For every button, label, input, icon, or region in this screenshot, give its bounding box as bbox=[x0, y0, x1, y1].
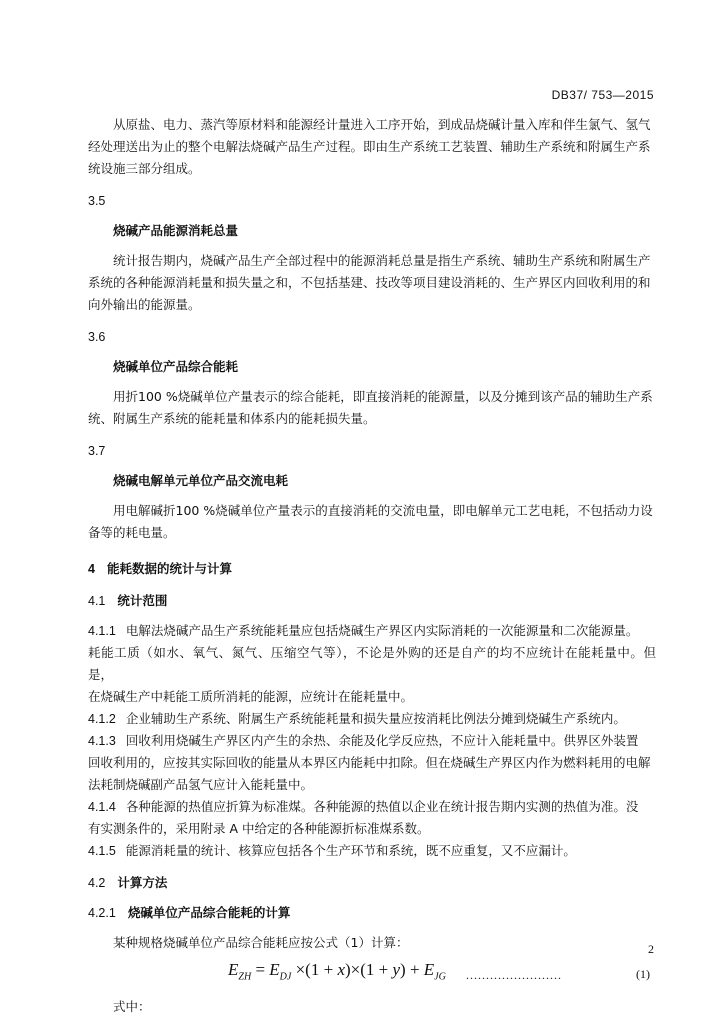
clause-4-1-4-line-1 bbox=[88, 796, 656, 818]
document-code: DB37/ 753—2015 bbox=[551, 88, 654, 102]
section-3-5-term: 烧碱产品能源消耗总量 bbox=[113, 223, 239, 238]
section-4-1-number: 4.1 bbox=[88, 594, 106, 608]
clause-4-1-1-line-3: 在烧碱生产中耗能工质所消耗的能源，应统计在能耗量中。 bbox=[88, 689, 414, 704]
intro-line-1: 从原盐、电力、蒸汽等原材料和能源经计量进入工序开始，到成品烧碱计量入库和伴生氯气、氢气 bbox=[113, 117, 651, 132]
formula-equals: = bbox=[251, 960, 270, 979]
document-body bbox=[88, 114, 656, 1018]
clause-4-1-1-text: 电解法烧碱产品生产系统能耗量应包括烧碱生产界区内实际消耗的一次能源量和二次能源量。 bbox=[125, 623, 639, 638]
clause-4-1-2-number: 4.1.2 bbox=[88, 712, 116, 726]
section-3-5-line-2: 系统的各种能源消耗量和损失量之和，不包括基建、技改等项目建设消耗的、生产界区内回收利用的和 bbox=[88, 275, 651, 290]
section-3-5-line-1: 统计报告期内，烧碱产品生产全部过程中的能源消耗总量是指生产系统、辅助生产系统和附属生产 bbox=[113, 253, 651, 268]
chapter-4-title: 能耗数据的统计与计算 bbox=[106, 561, 232, 576]
section-4-2-1-title: 烧碱单位产品综合能耗的计算 bbox=[127, 905, 291, 920]
clause-4-1-3-line-2: 回收利用的，应按其实际回收的能量从本界区内能耗中扣除。但在烧碱生产界区内作为燃料耗用的电解 bbox=[88, 755, 651, 770]
clause-4-1-5-line-1 bbox=[88, 840, 656, 862]
formula-subscript-dj: DJ bbox=[279, 971, 292, 983]
section-4-2-1-heading bbox=[88, 902, 656, 924]
section-3-7-line-2: 备等的耗电量。 bbox=[88, 525, 176, 540]
section-3-6-line-1: 用折100 %烧碱单位产量表示的综合能耗，即直接消耗的能源量，以及分摊到该产品的辅助生产系 bbox=[113, 389, 653, 404]
section-3-6-term: 烧碱单位产品综合能耗 bbox=[113, 359, 239, 374]
formula-plus: ) + bbox=[400, 960, 424, 979]
intro-line-3: 统设施三部分组成。 bbox=[88, 161, 201, 176]
section-3-7-number: 3.7 bbox=[88, 444, 106, 458]
section-4-1-heading bbox=[88, 590, 656, 612]
section-4-2-heading bbox=[88, 872, 656, 894]
chapter-4-heading bbox=[88, 558, 656, 580]
clause-4-1-2-line-1 bbox=[88, 708, 656, 730]
where-label: 式中： bbox=[113, 999, 151, 1014]
clause-4-1-5-text: 能源消耗量的统计、核算应包括各个生产环节和系统，既不应重复，又不应漏计。 bbox=[125, 843, 576, 858]
intro-line-2: 经处理送出为止的整个电解法烧碱产品生产过程。即由生产系统工艺装置、辅助生产系统和附属生产系 bbox=[88, 139, 651, 154]
clause-4-1-5-number: 4.1.5 bbox=[88, 844, 116, 858]
formula-expression bbox=[228, 960, 446, 982]
clause-4-1-3-number: 4.1.3 bbox=[88, 734, 116, 748]
clause-4-1-1-line-1 bbox=[88, 620, 656, 642]
section-3-7-line-1: 用电解碱折100 %烧碱单位产量表示的直接消耗的交流电量，即电解单元工艺电耗，不包括动力设 bbox=[113, 503, 653, 518]
formula-factor-2: )×(1 + bbox=[344, 960, 393, 979]
section-3-6-number: 3.6 bbox=[88, 330, 106, 344]
section-3-6-line-2: 统、附属生产系统的能耗量和体系内的能耗损失量。 bbox=[88, 411, 376, 426]
clause-4-1-3-line-1 bbox=[88, 730, 656, 752]
section-4-2-1-number: 4.2.1 bbox=[88, 906, 116, 920]
clause-4-1-4-text: 各种能源的热值应折算为标准煤。各种能源的热值以企业在统计报告期内实测的热值为准。没 bbox=[125, 799, 639, 814]
formula-number: (1) bbox=[636, 967, 650, 981]
formula-subscript-zh: ZH bbox=[238, 971, 252, 983]
clause-4-1-1-line-2: 耗能工质（如水、氧气、氮气、压缩空气等），不论是外购的还是自产的均不应统计在能耗量中。但是， bbox=[88, 645, 656, 682]
section-4-1-title: 统计范围 bbox=[117, 593, 168, 608]
formula-symbol-e-3: E bbox=[423, 960, 435, 979]
clause-4-1-1-number: 4.1.1 bbox=[88, 624, 116, 638]
section-3-5-line-3: 向外输出的能源量。 bbox=[88, 297, 201, 312]
formula-variable-y: y bbox=[392, 960, 401, 979]
formula-leader-dots: ........................ bbox=[466, 968, 562, 982]
formula-symbol-e: E bbox=[228, 960, 239, 979]
formula-subscript-jg: JG bbox=[434, 971, 446, 983]
formula-1 bbox=[88, 958, 656, 988]
formula-intro: 某种规格烧碱单位产品综合能耗应按公式（1）计算： bbox=[113, 935, 409, 950]
clause-4-1-3-line-3: 法耗制烧碱副产品氢气应计入能耗量中。 bbox=[88, 777, 314, 792]
formula-symbol-e-2: E bbox=[269, 960, 280, 979]
clause-4-1-4-line-2: 有实测条件的，采用附录 A 中给定的各种能源折标准煤系数。 bbox=[88, 821, 430, 836]
clause-4-1-3-text: 回收利用烧碱生产界区内产生的余热、余能及化学反应热，不应计入能耗量中。供界区外装置 bbox=[125, 733, 639, 748]
section-3-5-number: 3.5 bbox=[88, 194, 106, 208]
formula-variable-x: x bbox=[337, 960, 345, 979]
page-number: 2 bbox=[648, 942, 654, 956]
formula-factor-1: ×(1 + bbox=[291, 960, 338, 979]
chapter-4-number: 4 bbox=[88, 562, 95, 576]
section-3-7-term: 烧碱电解单元单位产品交流电耗 bbox=[113, 473, 289, 488]
clause-4-1-2-text: 企业辅助生产系统、附属生产系统能耗量和损失量应按消耗比例法分摊到烧碱生产系统内。 bbox=[125, 711, 626, 726]
clause-4-1-4-number: 4.1.4 bbox=[88, 800, 116, 814]
section-4-2-number: 4.2 bbox=[88, 876, 106, 890]
section-4-2-title: 计算方法 bbox=[117, 875, 168, 890]
